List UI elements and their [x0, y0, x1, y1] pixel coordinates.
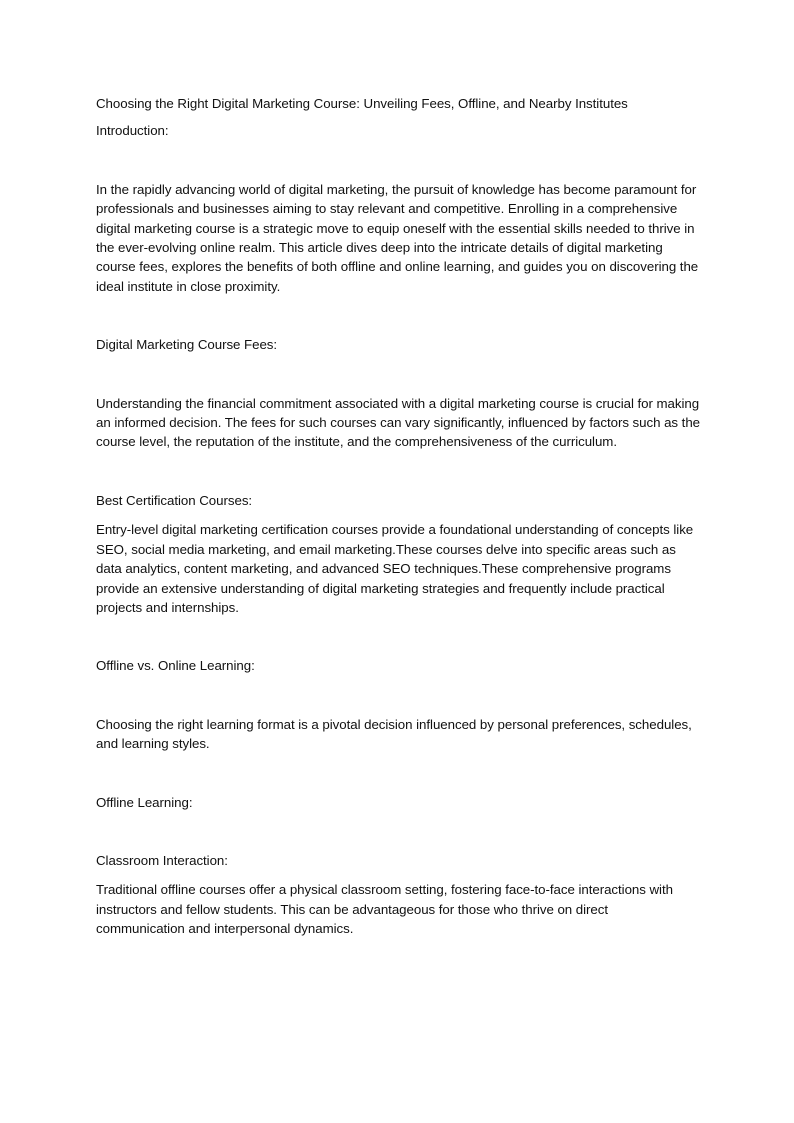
- document-title: Choosing the Right Digital Marketing Course: Unveiling Fees, Offline, and Nearby Institutes: [96, 96, 628, 111]
- spacer: [96, 617, 700, 656]
- spacer: [96, 141, 700, 180]
- spacer: [96, 355, 700, 394]
- fees-paragraph: Understanding the financial commitment associated with a digital marketing course is crucial for making an informed decision. The fees for such courses can vary significantly, influenced by factors such as the course level, the reputation of the institute, and the comprehensiveness of the curriculum.: [96, 395, 701, 450]
- classroom-interaction-heading: Classroom Interaction:: [96, 852, 228, 868]
- classroom-interaction-paragraph: Traditional offline courses offer a physical classroom setting, fostering face-to-face interactions with instructors and fellow students. This can be advantageous for those who thrive on direct communication and interpersonal dynamics.: [96, 882, 673, 937]
- spacer: [96, 870, 700, 880]
- document-body: [96, 94, 700, 939]
- spacer: [96, 510, 700, 520]
- certification-heading: Best Certification Courses:: [96, 492, 253, 508]
- certification-paragraph: Entry-level digital marketing certification courses provide a foundational understanding of concepts like SEO, social media marketing, and email marketing.These courses delve into specific areas such as data analytics, content marketing, and advanced SEO techniques.These comprehensive programs provide an extensive understanding of digital marketing strategies and frequently include practical projects and internships.: [96, 522, 694, 615]
- fees-heading: Digital Marketing Course Fees:: [96, 337, 278, 353]
- spacer: [96, 754, 700, 793]
- introduction-heading: Introduction:: [96, 123, 169, 139]
- spacer: [96, 676, 700, 715]
- introduction-paragraph: In the rapidly advancing world of digital marketing, the pursuit of knowledge has become paramount for professionals and businesses aiming to stay relevant and competitive. Enrolling in a comprehensive digital marketing course is a strategic move to equip oneself with the essential skills needed to thrive in the ever-evolving online realm. This article dives deep into the intricate details of digital marketing course fees, explores the benefits of both offline and online learning, and guides you on discovering the ideal institute in close proximity.: [96, 181, 699, 294]
- learning-format-heading: Offline vs. Online Learning:: [96, 658, 255, 674]
- spacer: [96, 296, 700, 335]
- offline-learning-heading: Offline Learning:: [96, 794, 193, 810]
- spacer: [96, 452, 700, 491]
- spacer: [96, 812, 700, 851]
- spacer: [96, 113, 700, 121]
- learning-format-paragraph: Choosing the right learning format is a pivotal decision influenced by personal preferences, schedules, and learning styles.: [96, 716, 692, 752]
